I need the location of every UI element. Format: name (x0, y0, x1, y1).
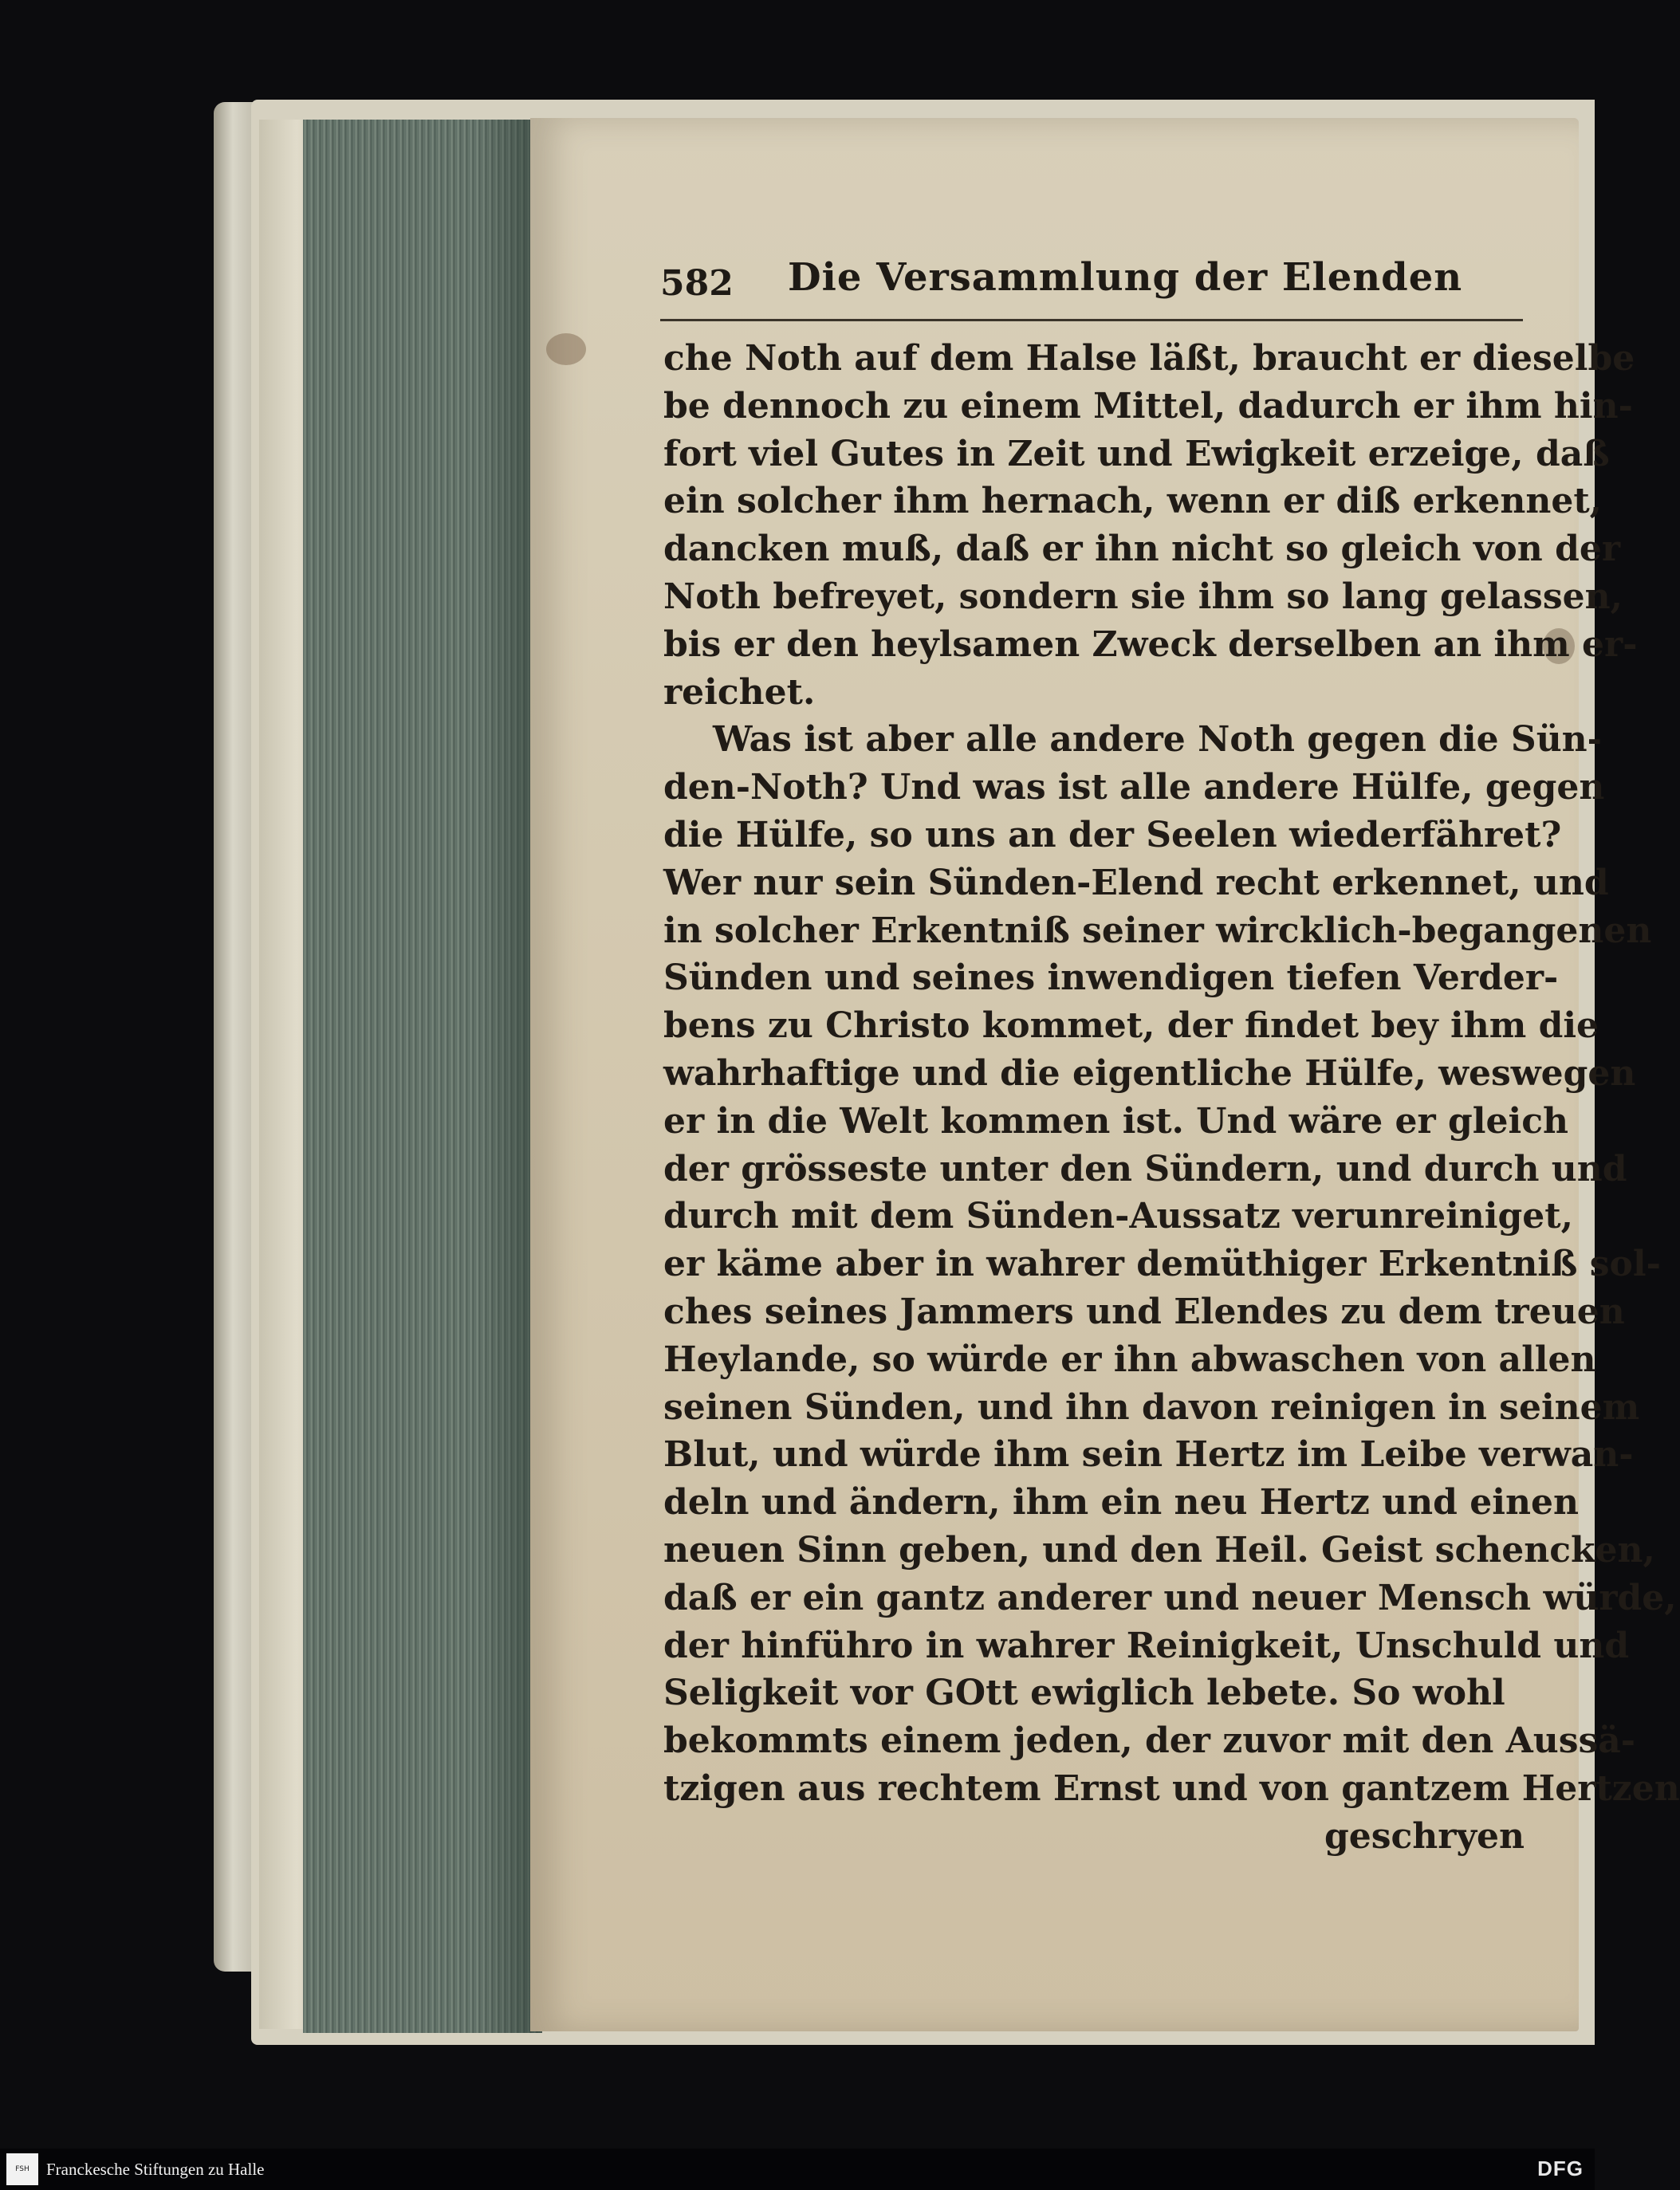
text-line: bekommts einem jeden, der zuvor mit den Aussä- (663, 1720, 1636, 1762)
header-rule (660, 319, 1523, 321)
viewer-footer (0, 2149, 1595, 2190)
text-line: tzigen aus rechtem Ernst und von gantzem Hertzen (663, 1767, 1680, 1809)
page-text (663, 335, 1680, 1861)
text-line: Blut, und würde ihm sein Hertz im Leibe verwan- (663, 1434, 1634, 1476)
text-line: in solcher Erkentniß seiner wircklich-begangenen (663, 910, 1652, 951)
text-line: den-Noth? Und was ist alle andere Hülfe, gegen (663, 767, 1605, 808)
text-line: neuen Sinn geben, und den Heil. Geist schencken, (663, 1529, 1655, 1571)
institution-logo-icon: FSH (6, 2153, 38, 2185)
text-line: bens zu Christo kommet, der findet bey ihm die (663, 1005, 1599, 1047)
text-line: reichet. (663, 671, 816, 713)
text-line: Heylande, so würde er ihn abwaschen von allen (663, 1339, 1596, 1380)
page-number: 582 (660, 263, 734, 304)
text-line: be dennoch zu einem Mittel, dadurch er ihm hin- (663, 385, 1633, 427)
text-line: bis er den heylsamen Zweck derselben an ihm er- (663, 623, 1638, 665)
text-line: dancken muß, daß er ihn nicht so gleich von der (663, 529, 1621, 570)
text-line: der grösseste unter den Sündern, und durch und (663, 1148, 1627, 1189)
text-line: er in die Welt kommen ist. Und wäre er gleich (663, 1100, 1568, 1142)
text-line: Noth befreyet, sondern sie ihm so lang gelassen, (663, 576, 1623, 617)
page-stain (546, 333, 586, 365)
text-line: durch mit dem Sünden-Aussatz verunreiniget, (663, 1196, 1573, 1237)
text-line: er käme aber in wahrer demüthiger Erkentniß sol- (663, 1244, 1661, 1285)
text-line: fort viel Gutes in Zeit und Ewigkeit erzeige, daß (663, 433, 1610, 474)
text-line: Sünden und seines inwendigen tiefen Verder- (663, 957, 1559, 999)
text-line: Seligkeit vor GOtt ewiglich lebete. So wohl (663, 1673, 1505, 1714)
text-line: ches seines Jammers und Elendes zu dem treuen (663, 1291, 1625, 1332)
institution-name: Franckesche Stiftungen zu Halle (46, 2160, 265, 2179)
text-line: deln und ändern, ihm ein neu Hertz und einen (663, 1482, 1579, 1524)
funder-logo: DFG (1537, 2157, 1584, 2180)
text-line: daß er ein gantz anderer und neuer Mensch würde, (663, 1577, 1677, 1618)
page-fore-edge (303, 120, 542, 2033)
text-line: Was ist aber alle andere Noth gegen die Sün- (713, 719, 1602, 761)
text-line: che Noth auf dem Halse läßt, braucht er dieselbe (663, 338, 1635, 379)
running-head: Die Versammlung der Elenden (788, 255, 1463, 300)
text-line: seinen Sünden, und ihn davon reinigen in seinem (663, 1386, 1640, 1428)
text-line: die Hülfe, so uns an der Seelen wiederfähret? (663, 814, 1562, 855)
text-line: ein solcher ihm hernach, wenn er diß erkennet, (663, 481, 1602, 522)
page-header (660, 255, 1529, 311)
text-line: der hinführo in wahrer Reinigkeit, Unschuld und (663, 1625, 1630, 1666)
text-line: Wer nur sein Sünden-Elend recht erkennet, und (663, 862, 1609, 903)
catchword: geschryen (1324, 1815, 1525, 1857)
text-line: wahrhaftige und die eigentliche Hülfe, weswegen (663, 1052, 1636, 1094)
